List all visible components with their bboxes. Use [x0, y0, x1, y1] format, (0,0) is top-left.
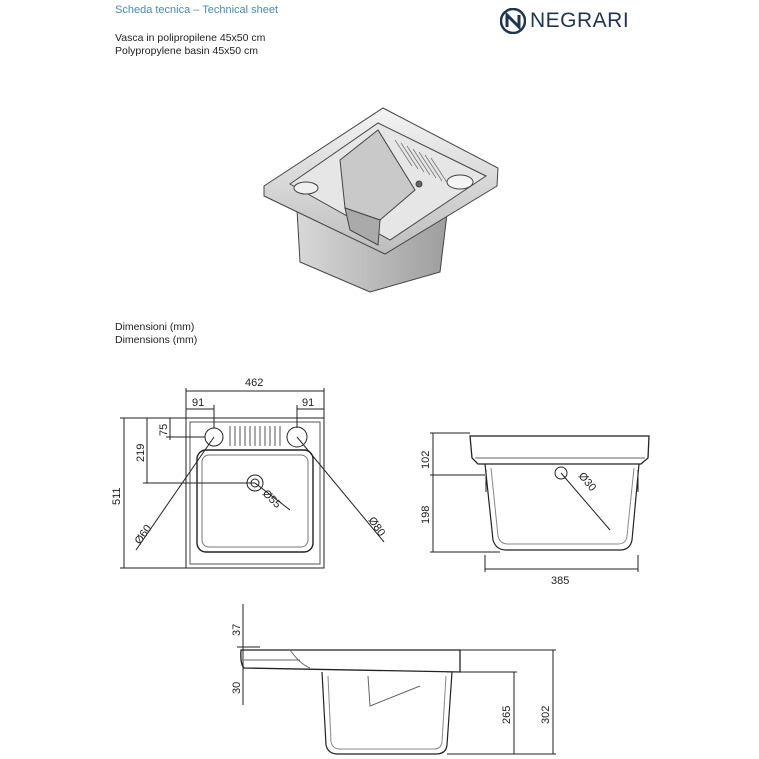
dimensions-label-it: Dimensioni (mm) — [115, 321, 195, 333]
product-name-en: Polypropylene basin 45x50 cm — [115, 45, 259, 57]
dim-right-hole-diameter: Ø80 — [365, 514, 388, 539]
dim-right-offset-91: 91 — [302, 397, 315, 409]
dim-left-offset-91: 91 — [192, 397, 205, 409]
dim-rim-37: 37 — [231, 623, 243, 636]
top-view-drawing — [120, 388, 384, 568]
sheet-title: Scheda tecnica – Technical sheet — [115, 4, 279, 16]
dim-left-hole-diameter: Ø60 — [132, 522, 155, 547]
dimensions-label-en: Dimensions (mm) — [115, 334, 198, 346]
dim-width-462: 462 — [245, 377, 264, 389]
brand-name: NEGRARI — [530, 9, 630, 32]
dim-depth-511: 511 — [111, 487, 123, 505]
dim-inner-depth-265: 265 — [501, 705, 513, 724]
dim-bottom-width-385: 385 — [551, 575, 570, 587]
dim-tap-edge-75: 75 — [158, 423, 170, 436]
side-view-drawing — [237, 604, 556, 754]
dim-bowl-height-198: 198 — [420, 505, 432, 524]
front-view-drawing — [430, 433, 649, 572]
product-name-it: Vasca in polipropilene 45x50 cm — [115, 32, 266, 44]
dim-lip-30: 30 — [231, 681, 243, 694]
dim-total-height-302: 302 — [540, 705, 552, 724]
dim-top-height-102: 102 — [420, 450, 432, 469]
dim-overflow-diameter: Ø30 — [575, 470, 599, 494]
dim-drain-diameter: Ø55 — [259, 487, 284, 511]
dim-tap-offset-219: 219 — [135, 443, 147, 462]
basin-3d-render — [262, 96, 500, 300]
